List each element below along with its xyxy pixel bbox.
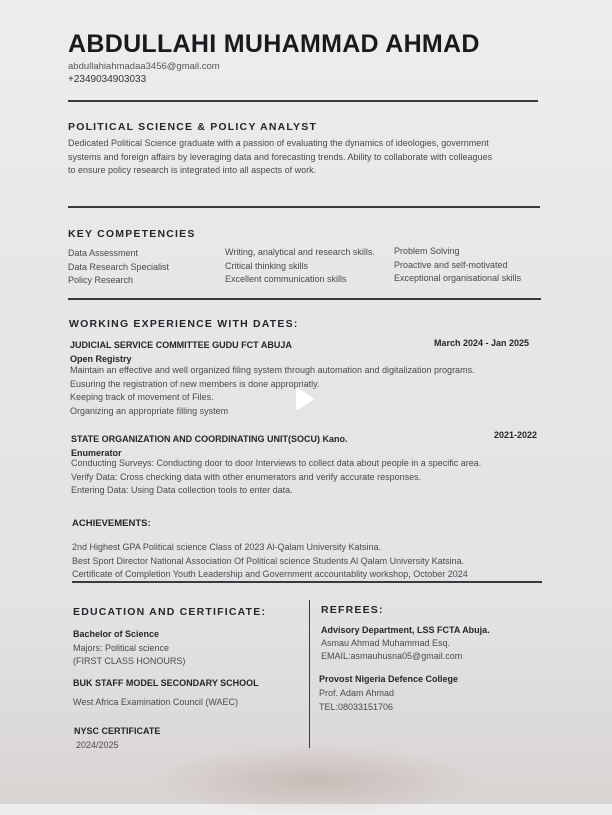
competency-item: Data Assessment [68, 248, 139, 258]
competencies-col-3 [394, 245, 521, 286]
duty-item: Maintain an effective and well organized filing system through automation and digitalization programs. [70, 365, 475, 375]
competency-item: Proactive and self-motivated [394, 259, 508, 270]
job-dates: 2021-2022 [494, 430, 538, 440]
achievements-list [72, 541, 532, 582]
phone: +2349034903033 [68, 74, 147, 85]
referee-2-contact: TEL:08033151706 [319, 702, 394, 712]
referees-title: REFREES: [321, 604, 384, 616]
photo-shadow [150, 745, 480, 815]
education-title: EDUCATION AND CERTIFICATE: [73, 606, 267, 618]
job-dates: March 2024 - Jan 2025 [434, 338, 530, 348]
duty-item: Eusuring the registration of new members is done appropriatly. [70, 378, 320, 389]
divider [68, 206, 540, 208]
job-role: Open Registry [70, 354, 132, 364]
email: abdullahiahmadaa3456@gmail.com [68, 61, 220, 72]
competency-item: Policy Research [68, 275, 134, 285]
secondary-school: BUK STAFF MODEL SECONDARY SCHOOL [73, 678, 259, 688]
competency-item: Problem Solving [394, 246, 460, 256]
competency-item: Exceptional organisational skills [394, 273, 522, 283]
experience-title: WORKING EXPERIENCE WITH DATES: [69, 318, 299, 330]
referee-1-org: Advisory Department, LSS FCTA Abuja. [321, 625, 490, 635]
job-org: JUDICIAL SERVICE COMMITTEE GUDU FCT ABUJA [70, 340, 292, 350]
nysc-year: 2024/2025 [76, 740, 119, 750]
honours: (FIRST CLASS HONOURS) [73, 656, 186, 666]
competency-item: Writing, analytical and research skills. [225, 247, 375, 257]
achievements-title: ACHIEVEMENTS: [72, 518, 151, 529]
exam: West Africa Examination Council (WAEC) [73, 697, 239, 707]
competencies-title: KEY COMPETENCIES [68, 228, 196, 240]
job-role: Enumerator [71, 448, 122, 458]
divider [68, 298, 541, 300]
duty-item: Keeping track of movement of Files. [70, 392, 214, 402]
degree: Bachelor of Science [73, 629, 160, 639]
profile-title: POLITICAL SCIENCE & POLICY ANALYST [68, 121, 318, 133]
job-org: STATE ORGANIZATION AND COORDINATING UNIT(SOCU) Kano. [71, 434, 348, 444]
competency-item: Data Research Specialist [68, 261, 170, 272]
job-duties [71, 457, 531, 498]
play-icon[interactable] [290, 386, 316, 412]
divider [68, 100, 538, 102]
profile-line: Dedicated Political Science graduate with a passion of evaluating the dynamics of ideologies, government [68, 138, 489, 148]
column-divider [309, 600, 310, 748]
competencies-col-1 [68, 247, 169, 288]
profile-line: to ensure policy research is integrated into all aspects of work. [68, 165, 317, 175]
duty-item: Organizing an appropriate filling system [70, 405, 229, 416]
duty-item: Verify Data: Cross checking data with other enumerators and verify accurate responses. [71, 471, 422, 482]
achievement-item: 2nd Highest GPA Political science Class of 2023 Al-Qalam University Katsina. [72, 542, 381, 552]
referee-2-org: Provost Nigeria Defence College [319, 674, 459, 684]
referee-1-contact: EMAIL:asmauhusna05@gmail.com [321, 651, 463, 661]
duty-item: Conducting Surveys: Conducting door to door Interviews to collect data about people in a specific area. [71, 458, 482, 468]
candidate-name: ABDULLAHI MUHAMMAD AHMAD [68, 30, 480, 58]
major: Majors: Political science [73, 643, 170, 653]
divider [72, 581, 542, 583]
nysc: NYSC CERTIFICATE [74, 726, 161, 736]
achievement-item: Certificate of Completion Youth Leadership and Government accountablity workshop, October 2024 [72, 569, 468, 579]
achievement-item: Best Sport Director National Association Of Political science Students Al Qalam University Katsina. [72, 555, 465, 566]
competency-item: Excellent communication skills [225, 274, 347, 284]
competencies-col-2 [225, 246, 375, 287]
referee-2-name: Prof. Adam Ahmad [319, 688, 395, 698]
referee-1-name: Asmau Ahmad Muhammad Esq. [321, 638, 451, 648]
competency-item: Critical thinking skills [225, 260, 309, 271]
profile-line: systems and foreign affairs by leveraging data and forecasting trends. Ability to collaborate with colleagues [68, 151, 493, 162]
duty-item: Entering Data: Using Data collection tools to enter data. [71, 485, 293, 495]
profile-summary [68, 137, 548, 178]
